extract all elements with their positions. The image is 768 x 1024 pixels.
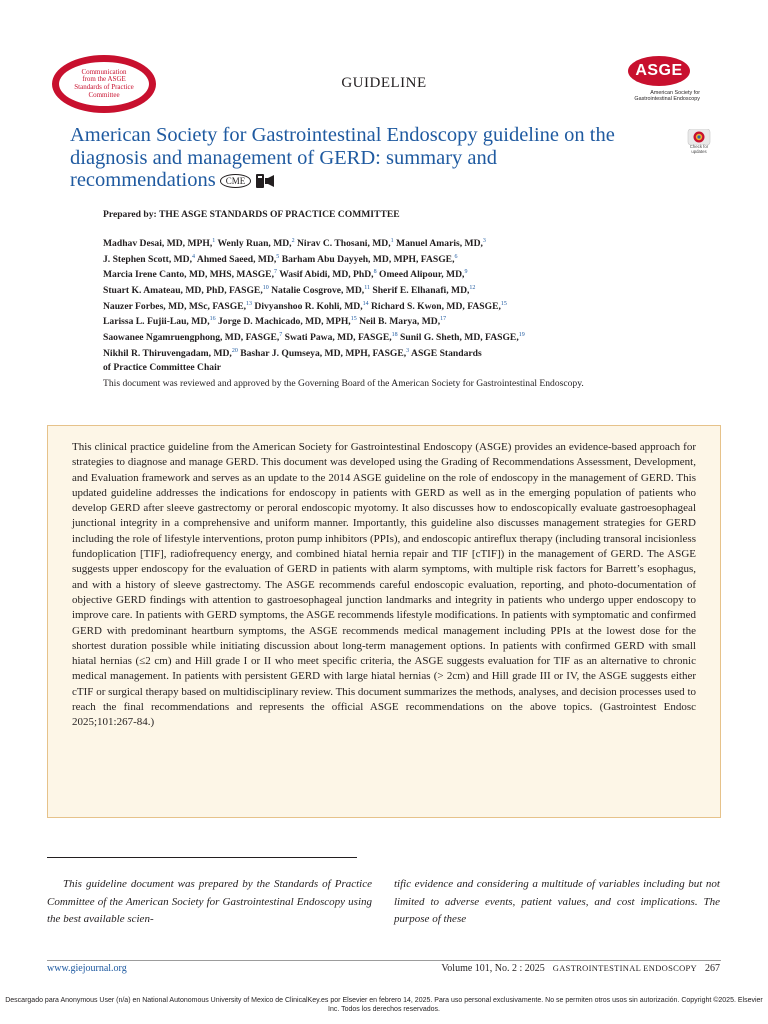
author-affiliation[interactable]: 9 xyxy=(464,269,468,276)
article-title-text: American Society for Gastrointestinal Endoscopy guideline on the diagnosis and management of GERD: summary and recommendations xyxy=(70,124,615,191)
body-column-right: tific evidence and considering a multitude of variables including but not limited to adverse events, patient values, and cost implications. The purpose of these xyxy=(394,878,720,925)
author-affiliation[interactable]: 3 xyxy=(406,347,410,354)
author-line xyxy=(103,282,693,298)
author-affiliation[interactable]: 6 xyxy=(454,253,458,260)
seal-line: Communication xyxy=(81,67,127,76)
author-affiliation[interactable]: 4 xyxy=(192,253,196,260)
author-name: Barham Abu Dayyeh, MD, MPH, FASGE, xyxy=(279,253,455,265)
author-affiliation[interactable]: 17 xyxy=(440,316,447,323)
author-affiliation[interactable]: 1 xyxy=(390,238,394,244)
check-for-updates-icon xyxy=(683,129,715,145)
footer-citation xyxy=(441,963,720,974)
section-label: GUIDELINE xyxy=(341,75,427,91)
author-list xyxy=(103,235,693,374)
author-name: Neil B. Marya, MD, xyxy=(356,316,441,328)
author-name: Natalie Cosgrove, MD, xyxy=(268,285,365,297)
article-title xyxy=(70,124,630,192)
author-affiliation[interactable]: 5 xyxy=(276,253,280,260)
author-name: Jorge D. Machicado, MD, MPH, xyxy=(215,316,351,328)
cme-badge[interactable]: CME xyxy=(220,174,252,188)
author-name: Madhav Desai, MD, MPH, xyxy=(103,238,213,250)
seal-line: from the ASGE xyxy=(82,75,126,84)
column-divider xyxy=(47,857,357,858)
author-line xyxy=(103,251,693,267)
download-notice: Descargado para Anonymous User (n/a) en National Autonomous University of Mexico de ClinicalKey.es por Elsevier en febrero 14, 2025. Para uso personal exclusivamente. No se permiten otros usos sin autorización. Copyright ©2025. Elsevier Inc. Todos los derechos reservados. xyxy=(5,997,763,1013)
author-line xyxy=(103,345,693,361)
asge-logo-text: ASGE xyxy=(635,62,683,79)
author-name: ASGE Standards xyxy=(409,348,482,359)
author-affiliation[interactable]: 15 xyxy=(500,300,507,307)
author-name: Ahmed Saeed, MD, xyxy=(195,253,277,265)
author-affiliation[interactable]: 11 xyxy=(364,285,370,292)
author-name: Saowanee Ngamruengphong, MD, FASGE, xyxy=(103,332,280,344)
author-name: Wasif Abidi, MD, PhD, xyxy=(276,269,374,281)
page-number: 267 xyxy=(705,963,720,974)
author-affiliation[interactable]: 12 xyxy=(469,285,476,292)
author-name: Nikhil R. Thiruvengadam, MD, xyxy=(103,348,232,359)
journal-name: GASTROINTESTINAL ENDOSCOPY xyxy=(552,963,697,973)
author-name: Sunil G. Sheth, MD, FASGE, xyxy=(397,332,519,344)
author-name: Manuel Amaris, MD, xyxy=(393,238,483,250)
author-name: Stuart K. Amateau, MD, PhD, FASGE, xyxy=(103,285,263,297)
asge-logo[interactable] xyxy=(622,56,700,108)
author-name: Swati Pawa, MD, FASGE, xyxy=(282,332,392,344)
author-affiliation[interactable]: 7 xyxy=(273,269,277,276)
prepared-by: Prepared by: THE ASGE STANDARDS OF PRACTICE COMMITTEE xyxy=(103,209,400,220)
check-for-updates-badge[interactable] xyxy=(683,129,715,161)
asge-logo-subtitle: Gastrointestinal Endoscopy xyxy=(634,96,700,102)
author-line xyxy=(103,235,693,251)
author-name: Sherif E. Elhanafi, MD, xyxy=(369,285,470,297)
author-name: Larissa L. Fujii-Lau, MD, xyxy=(103,316,210,328)
volume-info: Volume 101, No. 2 : 2025 xyxy=(441,963,545,974)
author-name: Bashar J. Qumseya, MD, MPH, FASGE, xyxy=(237,348,407,359)
author-affiliation[interactable]: 3 xyxy=(482,238,486,244)
author-line xyxy=(103,266,693,282)
author-name: Omeed Alipour, MD, xyxy=(376,269,465,281)
author-name: Richard S. Kwon, MD, FASGE, xyxy=(368,300,501,312)
author-line xyxy=(103,361,693,375)
body-column-left: This guideline document was prepared by the Standards of Practice Committee of the American Society for Gastrointestinal Endoscopy using the best available scien- xyxy=(47,878,372,925)
check-for-updates-label: Check for updates xyxy=(689,144,709,154)
author-name: Nauzer Forbes, MD, MSc, FASGE, xyxy=(103,300,246,312)
author-affiliation[interactable]: 19 xyxy=(518,332,525,339)
author-name: J. Stephen Scott, MD, xyxy=(103,253,193,265)
author-affiliation[interactable]: 7 xyxy=(279,332,283,339)
author-affiliation[interactable]: 13 xyxy=(246,300,252,307)
video-camera-icon[interactable] xyxy=(255,173,275,189)
author-affiliation[interactable]: 15 xyxy=(350,316,357,323)
author-line xyxy=(103,329,693,345)
journal-website-link[interactable]: www.giejournal.org xyxy=(47,963,127,974)
asge-logo-oval xyxy=(628,56,690,86)
author-affiliation[interactable]: 14 xyxy=(362,300,369,307)
author-affiliation[interactable]: 10 xyxy=(262,285,269,292)
author-affiliation[interactable]: 20 xyxy=(231,347,238,354)
seal-line: Standards of Practice xyxy=(74,83,134,91)
author-name: of Practice Committee Chair xyxy=(103,361,222,373)
footer-divider xyxy=(47,960,721,961)
author-affiliation[interactable]: 1 xyxy=(212,238,216,244)
author-line xyxy=(103,298,693,314)
author-affiliation[interactable]: 8 xyxy=(373,269,377,276)
author-affiliation[interactable]: 16 xyxy=(209,316,216,323)
asge-logo-subtitle: American Society for xyxy=(650,90,700,96)
review-note: This document was reviewed and approved by the Governing Board of the American Society for Gastrointestinal Endoscopy. xyxy=(103,378,584,389)
author-name: Wenly Ruan, MD, xyxy=(215,238,292,250)
author-affiliation[interactable]: 18 xyxy=(391,332,398,339)
abstract-box xyxy=(47,425,721,818)
author-affiliation[interactable]: 2 xyxy=(291,238,295,244)
seal-line: Committee xyxy=(88,90,120,99)
author-name: Divyanshoo R. Kohli, MD, xyxy=(252,300,363,312)
author-name: Nirav C. Thosani, MD, xyxy=(294,238,391,250)
author-line xyxy=(103,313,693,329)
abstract-text: This clinical practice guideline from the American Society for Gastrointestinal Endoscopy (ASGE) provides an evidence-based approach for strategies to diagnose and manage GERD. This document was developed using the Grading of Recommendations Assessment, Development, and Evaluation framework and serves as an update to the 2014 ASGE guideline on the role of endoscopy in the management of GERD. This updated guideline addresses the indications for endoscopy in patients with GERD as well as in the emerging population of patients who develop GERD after sleeve gastrectomy or peroral endoscopic myotomy. It also discusses how to endoscopically evaluate gastroesophageal junctional integrity in a comprehensive and uniform manner. Importantly, this guideline also discusses management strategies for GERD including the role of lifestyle interventions, proton pump inhibitors (PPIs), and endoscopic antireflux therapy (including transoral incisionless fundoplication [TIF], radiofrequency energy, and combined hiatal hernia repair and TIF [cTIF]) in the management of GERD. The ASGE suggests upper endoscopy for the evaluation of GERD in patients with alarm symptoms, with multiple risk factors for Barrett’s esophagus, and with a history of sleeve gastrectomy. The ASGE recommends careful endoscopic evaluation, reporting, and photo-documentation of objective GERD findings with attention to gastroesophageal junction landmarks and integrity in patients who undergo upper endoscopy to improve care. In patients with GERD symptoms, the ASGE recommends lifestyle modifications. In patients with symptomatic and confirmed GERD with predominant heartburn symptoms, the ASGE recommends medical management including PPIs at the lowest dose for the shortest duration possible while initiating discussion about long-term management options. In patients with confirmed GERD with small hiatal hernias (≤2 cm) and Hill grade I or II who meet specific criteria, the ASGE suggests evaluation for TIF as an alternative to chronic medical management. In patients with persistent GERD with large hiatal hernias (> 2cm) and Hill grade III or IV, the ASGE suggests either cTIF or surgical therapy based on multidisciplinary review. This document summarizes the methods, analyses, and decision processes used to reach the final recommendations and represents the official ASGE recommendations on the above topics. (Gastrointest Endosc 2025;101:267-84.) xyxy=(72,441,696,729)
author-name: Marcia Irene Canto, MD, MHS, MASGE, xyxy=(103,269,274,281)
